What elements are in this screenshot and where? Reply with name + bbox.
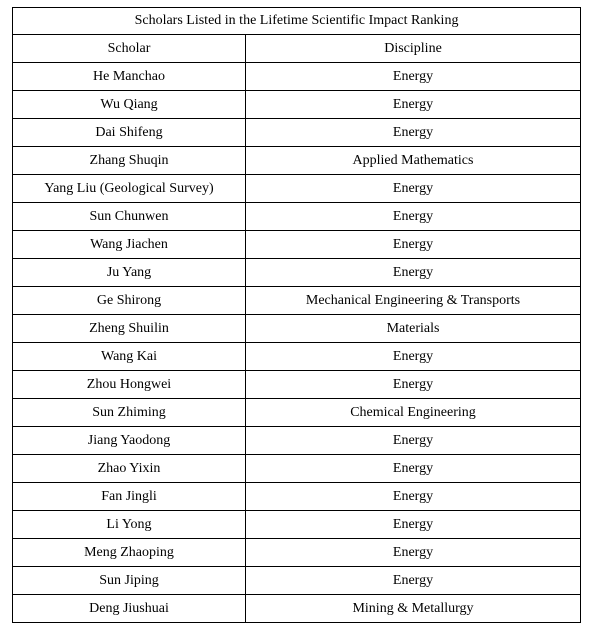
discipline-cell: Energy xyxy=(246,231,581,259)
table-row xyxy=(13,175,581,203)
discipline-cell: Applied Mathematics xyxy=(246,147,581,175)
discipline-cell: Energy xyxy=(246,511,581,539)
scholar-cell: Wang Jiachen xyxy=(13,231,246,259)
scholar-cell: Wang Kai xyxy=(13,343,246,371)
discipline-cell: Energy xyxy=(246,63,581,91)
table-row xyxy=(13,259,581,287)
scholar-cell: Ju Yang xyxy=(13,259,246,287)
discipline-cell: Energy xyxy=(246,203,581,231)
table-row xyxy=(13,427,581,455)
table-row xyxy=(13,483,581,511)
table-row xyxy=(13,567,581,595)
scholar-cell: Zhang Shuqin xyxy=(13,147,246,175)
table-row xyxy=(13,595,581,623)
scholar-cell: Sun Jiping xyxy=(13,567,246,595)
table-row xyxy=(13,147,581,175)
discipline-cell: Energy xyxy=(246,455,581,483)
scholar-cell: Jiang Yaodong xyxy=(13,427,246,455)
discipline-cell: Energy xyxy=(246,483,581,511)
discipline-cell: Energy xyxy=(246,91,581,119)
table-row xyxy=(13,203,581,231)
discipline-cell: Mechanical Engineering & Transports xyxy=(246,287,581,315)
scholar-cell: He Manchao xyxy=(13,63,246,91)
discipline-cell: Energy xyxy=(246,567,581,595)
scholar-cell: Zheng Shuilin xyxy=(13,315,246,343)
table-header-row xyxy=(13,35,581,63)
table-title-row xyxy=(13,8,581,35)
scholar-cell: Sun Zhiming xyxy=(13,399,246,427)
table-row xyxy=(13,539,581,567)
table-body xyxy=(13,63,581,623)
table-row xyxy=(13,399,581,427)
table-row xyxy=(13,91,581,119)
scholar-cell: Zhao Yixin xyxy=(13,455,246,483)
discipline-cell: Energy xyxy=(246,259,581,287)
scholars-ranking-table xyxy=(12,7,581,623)
scholar-cell: Ge Shirong xyxy=(13,287,246,315)
discipline-cell: Energy xyxy=(246,371,581,399)
table-row xyxy=(13,119,581,147)
table-row xyxy=(13,455,581,483)
scholar-cell: Sun Chunwen xyxy=(13,203,246,231)
discipline-cell: Chemical Engineering xyxy=(246,399,581,427)
discipline-cell: Energy xyxy=(246,427,581,455)
table-row xyxy=(13,287,581,315)
scholar-cell: Yang Liu (Geological Survey) xyxy=(13,175,246,203)
scholar-cell: Li Yong xyxy=(13,511,246,539)
scholar-cell: Meng Zhaoping xyxy=(13,539,246,567)
scholar-cell: Zhou Hongwei xyxy=(13,371,246,399)
table-row xyxy=(13,371,581,399)
discipline-cell: Energy xyxy=(246,343,581,371)
table-row xyxy=(13,343,581,371)
scholar-cell: Deng Jiushuai xyxy=(13,595,246,623)
discipline-cell: Materials xyxy=(246,315,581,343)
discipline-cell: Energy xyxy=(246,119,581,147)
column-header-discipline: Discipline xyxy=(246,35,581,63)
discipline-cell: Energy xyxy=(246,175,581,203)
table-row xyxy=(13,315,581,343)
table-title: Scholars Listed in the Lifetime Scientific Impact Ranking xyxy=(13,8,581,35)
discipline-cell: Mining & Metallurgy xyxy=(246,595,581,623)
table-row xyxy=(13,511,581,539)
table-row xyxy=(13,231,581,259)
discipline-cell: Energy xyxy=(246,539,581,567)
scholar-cell: Dai Shifeng xyxy=(13,119,246,147)
table-row xyxy=(13,63,581,91)
column-header-scholar: Scholar xyxy=(13,35,246,63)
scholar-cell: Wu Qiang xyxy=(13,91,246,119)
scholar-cell: Fan Jingli xyxy=(13,483,246,511)
